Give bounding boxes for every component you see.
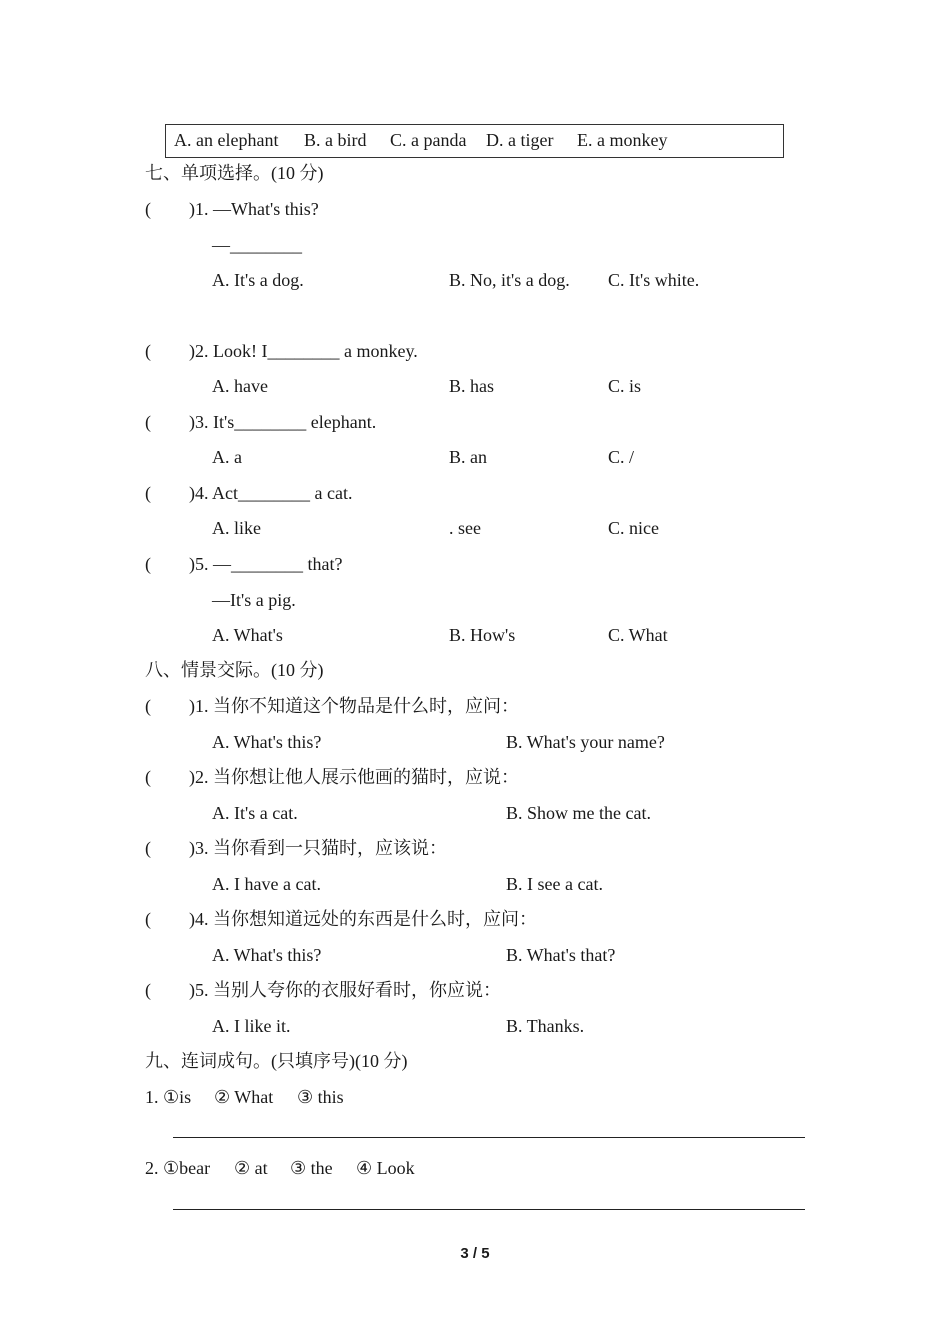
option-b: B. No, it's a dog. [449,270,570,290]
option-c: C. is [608,376,642,396]
word-bank-box [165,124,784,158]
answer-paren[interactable]: ( [145,696,151,716]
question-number: 2. [145,1158,159,1178]
answer-paren[interactable]: ( [145,554,151,574]
option-a: A. I like it. [212,1016,291,1036]
section-7-title: 七、单项选择。(10 分) [145,163,324,183]
word-bank-item: E. a monkey [577,130,668,150]
question-stem: )5. —________ that? [189,554,343,574]
option-b: B. has [449,376,494,396]
question-stem: )3. 当你看到一只猫时，应该说： [189,838,447,858]
answer-paren[interactable]: ( [145,341,151,361]
option-a: A. What's this? [212,945,322,965]
option-b: B. What's your name? [506,732,665,752]
option-b: B. Show me the cat. [506,803,651,823]
question-stem: )4. Act________ a cat. [189,483,353,503]
option-c: C. What [608,625,668,645]
option-c: C. nice [608,518,659,538]
option-b: . see [449,518,481,538]
page-number: 3 / 5 [460,1245,490,1262]
option-b: B. I see a cat. [506,874,603,894]
option-c: C. / [608,447,635,467]
dialogue-reply: —It's a pig. [212,590,296,610]
question-number: 1. [145,1087,159,1107]
word-choice: ② What [214,1087,274,1107]
word-choice: ③ this [297,1087,344,1107]
question-stem: )3. It's________ elephant. [189,412,377,432]
answer-paren[interactable]: ( [145,483,151,503]
word-choice: ①is [163,1087,192,1107]
answer-paren[interactable]: ( [145,838,151,858]
word-choice: ④ Look [356,1158,415,1178]
option-a: A. a [212,447,242,467]
option-a: A. What's this? [212,732,322,752]
section-9-title: 九、连词成句。(只填序号)(10 分) [145,1051,408,1071]
question-stem: )1. —What's this? [189,199,319,219]
answer-paren[interactable]: ( [145,980,151,1000]
answer-paren[interactable]: ( [145,412,151,432]
answer-line[interactable] [173,1137,805,1138]
word-choice: ② at [234,1158,268,1178]
option-b: B. Thanks. [506,1016,585,1036]
option-b: B. an [449,447,487,467]
question-stem: )2. 当你想让他人展示他画的猫时，应说： [189,767,519,787]
option-a: A. What's [212,625,283,645]
word-choice: ①bear [163,1158,211,1178]
answer-blank: —________ [212,235,302,255]
section-8-title: 八、情景交际。(10 分) [145,660,324,680]
answer-paren[interactable]: ( [145,199,151,219]
option-b: B. How's [449,625,516,645]
option-b: B. What's that? [506,945,616,965]
question-stem: )1. 当你不知道这个物品是什么时，应问： [189,696,519,716]
option-a: A. It's a dog. [212,270,304,290]
word-bank-item: C. a panda [390,130,467,150]
option-c: C. It's white. [608,270,700,290]
answer-line[interactable] [173,1209,805,1210]
question-stem: )5. 当别人夸你的衣服好看时，你应说： [189,980,501,1000]
question-stem: )2. Look! I________ a monkey. [189,341,418,361]
answer-paren[interactable]: ( [145,767,151,787]
option-a: A. It's a cat. [212,803,298,823]
word-bank-item: D. a tiger [486,130,554,150]
word-choice: ③ the [290,1158,333,1178]
option-a: A. like [212,518,261,538]
option-a: A. have [212,376,268,396]
word-bank-item: B. a bird [304,130,367,150]
question-stem: )4. 当你想知道远处的东西是什么时，应问： [189,909,537,929]
answer-paren[interactable]: ( [145,909,151,929]
word-bank-item: A. an elephant [174,130,279,150]
option-a: A. I have a cat. [212,874,321,894]
